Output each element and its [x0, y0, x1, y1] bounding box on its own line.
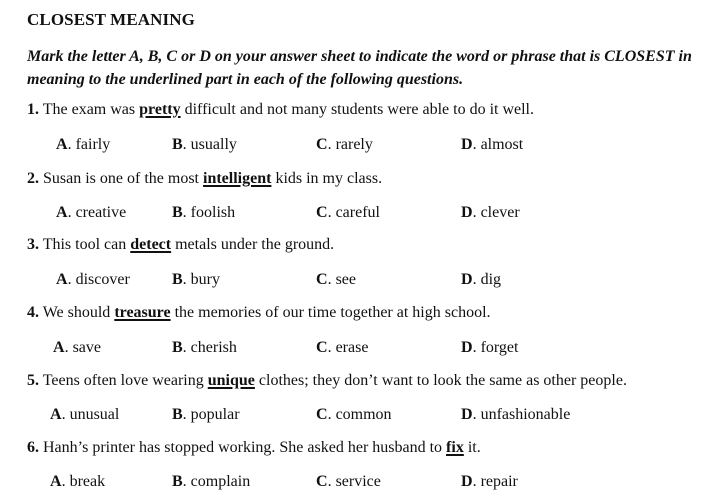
question-text-after: clothes; they don’t want to look the same as other people.	[254, 372, 627, 389]
option-b[interactable]	[172, 136, 237, 154]
question-text-after: kids in my class.	[271, 170, 383, 187]
question-3	[27, 236, 334, 254]
option-c[interactable]	[316, 473, 381, 491]
option-letter: A	[56, 271, 68, 288]
option-d[interactable]	[461, 271, 501, 289]
option-text: . common	[327, 406, 392, 423]
option-text: . discover	[67, 271, 130, 288]
option-b[interactable]	[172, 204, 235, 222]
option-b[interactable]	[172, 271, 220, 289]
option-text: . dig	[472, 271, 502, 288]
question-text-before: We should	[39, 304, 115, 321]
question-1	[27, 101, 534, 119]
option-letter: D	[461, 136, 473, 153]
question-number: 1.	[27, 101, 39, 118]
option-text: . fairly	[67, 136, 111, 153]
question-text-after: difficult and not many students were able to do it well.	[180, 101, 534, 118]
question-text-before: Hanh’s printer has stopped working. She asked her husband to	[39, 439, 447, 456]
instructions: Mark the letter A, B, C or D on your answer sheet to indicate the word or phrase that is CLOSEST in meaning to the underlined part in each of the following questions.	[27, 48, 692, 88]
option-d[interactable]	[461, 339, 518, 357]
question-5	[27, 372, 627, 390]
question-number: 6.	[27, 439, 39, 456]
option-letter: A	[50, 406, 62, 423]
option-text: . creative	[67, 204, 127, 221]
option-text: . almost	[472, 136, 524, 153]
option-text: . clever	[472, 204, 520, 221]
option-letter: C	[316, 473, 328, 490]
option-c[interactable]	[316, 136, 373, 154]
option-text: . repair	[472, 473, 518, 490]
option-letter: A	[56, 136, 68, 153]
option-d[interactable]	[461, 473, 518, 491]
question-2	[27, 170, 382, 188]
question-number: 5.	[27, 372, 39, 389]
option-letter: B	[172, 271, 183, 288]
section-title: CLOSEST MEANING	[27, 10, 195, 29]
option-letter: A	[56, 204, 68, 221]
option-text: . usually	[182, 136, 237, 153]
option-letter: B	[172, 406, 183, 423]
option-text: . forget	[472, 339, 519, 356]
option-text: . popular	[182, 406, 240, 423]
option-b[interactable]	[172, 406, 240, 424]
option-text: . careful	[327, 204, 380, 221]
question-number: 4.	[27, 304, 39, 321]
option-text: . complain	[182, 473, 251, 490]
option-text: . foolish	[182, 204, 236, 221]
option-a[interactable]	[50, 473, 105, 491]
option-c[interactable]	[316, 339, 368, 357]
option-b[interactable]	[172, 339, 237, 357]
option-letter: C	[316, 406, 328, 423]
option-letter: B	[172, 136, 183, 153]
option-letter: D	[461, 271, 473, 288]
option-c[interactable]	[316, 406, 392, 424]
question-text-after: metals under the ground.	[171, 236, 335, 253]
option-letter: C	[316, 204, 328, 221]
underlined-word: fix	[446, 439, 464, 456]
option-letter: A	[53, 339, 65, 356]
option-text: . break	[61, 473, 106, 490]
option-letter: A	[50, 473, 62, 490]
question-text-before: The exam was	[39, 101, 140, 118]
option-letter: B	[172, 339, 183, 356]
option-text: . save	[64, 339, 101, 356]
option-letter: D	[461, 339, 473, 356]
question-text-before: Teens often love wearing	[39, 372, 208, 389]
option-a[interactable]	[56, 271, 130, 289]
underlined-word: intelligent	[203, 170, 272, 187]
option-letter: C	[316, 136, 328, 153]
option-letter: D	[461, 406, 473, 423]
underlined-word: treasure	[114, 304, 171, 321]
option-text: . rarely	[327, 136, 373, 153]
option-letter: B	[172, 473, 183, 490]
option-text: . see	[327, 271, 356, 288]
option-text: . service	[327, 473, 381, 490]
option-c[interactable]	[316, 204, 380, 222]
question-6	[27, 439, 481, 457]
question-number: 3.	[27, 236, 39, 253]
option-letter: B	[172, 204, 183, 221]
question-text-after: the memories of our time together at high school.	[170, 304, 491, 321]
question-text-before: This tool can	[39, 236, 131, 253]
underlined-word: pretty	[139, 101, 181, 118]
option-letter: D	[461, 473, 473, 490]
option-text: . unfashionable	[472, 406, 571, 423]
underlined-word: detect	[130, 236, 172, 253]
option-a[interactable]	[56, 136, 110, 154]
option-letter: C	[316, 339, 328, 356]
option-letter: D	[461, 204, 473, 221]
option-d[interactable]	[461, 204, 520, 222]
underlined-word: unique	[207, 372, 255, 389]
option-d[interactable]	[461, 136, 523, 154]
option-letter: C	[316, 271, 328, 288]
option-a[interactable]	[56, 204, 126, 222]
question-number: 2.	[27, 170, 39, 187]
question-4	[27, 304, 491, 322]
option-c[interactable]	[316, 271, 356, 289]
question-text-after: it.	[463, 439, 481, 456]
option-text: . unusual	[61, 406, 120, 423]
question-text-before: Susan is one of the most	[39, 170, 203, 187]
option-d[interactable]	[461, 406, 570, 424]
option-text: . erase	[327, 339, 369, 356]
option-a[interactable]	[50, 406, 119, 424]
option-text: . bury	[182, 271, 220, 288]
option-b[interactable]	[172, 473, 250, 491]
option-a[interactable]	[53, 339, 101, 357]
option-text: . cherish	[182, 339, 237, 356]
